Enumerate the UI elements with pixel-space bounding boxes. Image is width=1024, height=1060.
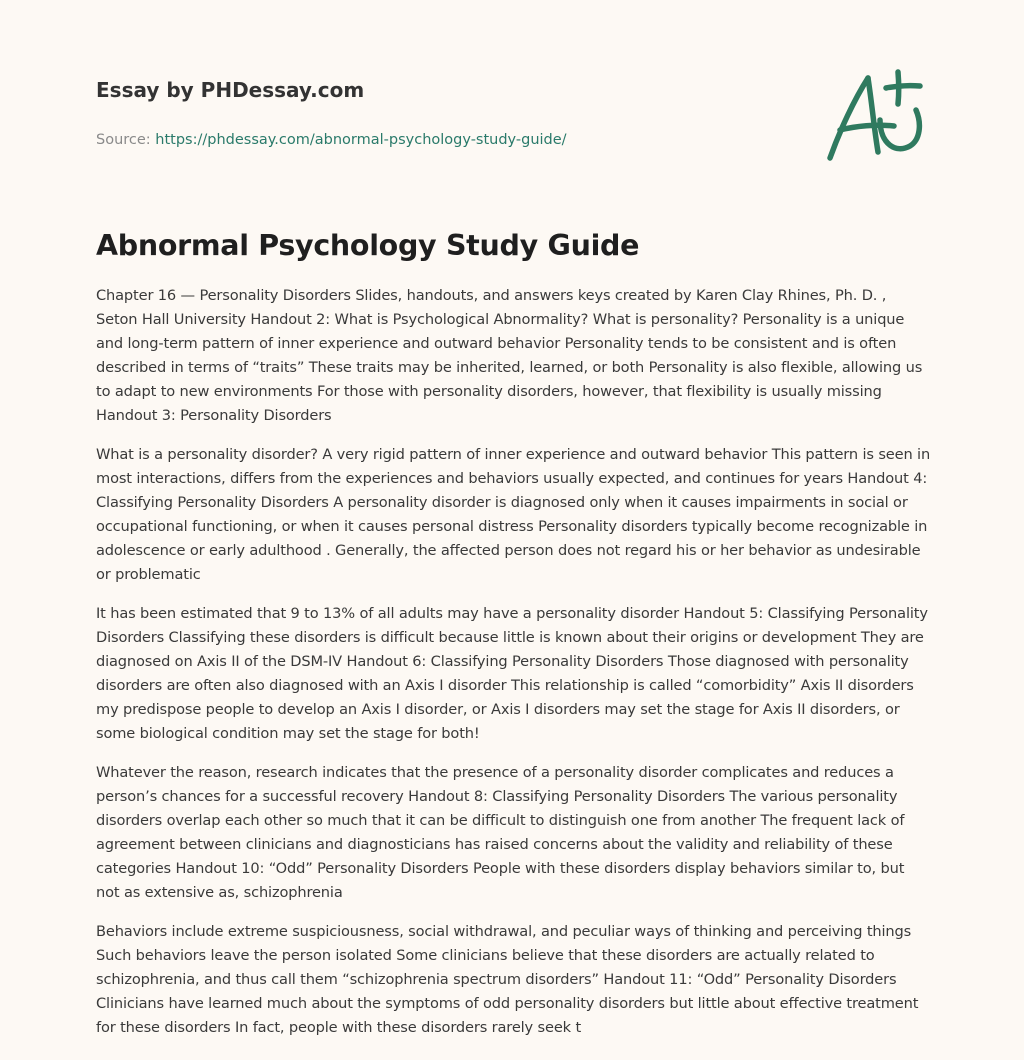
brand-title: Essay by PHDessay.com [96, 78, 365, 102]
article-paragraph: What is a personality disorder? A very rigid pattern of inner experience and outward behavior This pattern is seen in most interactions, differs from the experiences and behaviors usually expected, and continues for years Handout 4: Classifying Personality Disorders A personality disorder is diagnosed only when it causes impairments in social or occupational functioning, or when it causes personal distress Personality disorders typically become recognizable in adolescence or early adulthood . Generally, the affected person does not regard his or her behavior as undesirable or problematic [96, 446, 931, 583]
article-paragraph: Chapter 16 — Personality Disorders Slides, handouts, and answers keys created by Karen Clay Rhines, Ph. D. , Seton Hall University Handout 2: What is Psychological Abnormality? What is personality? Personality is a unique and long-term pattern of inner experience and outward behavior Personality tends to be consistent and is often described in terms of “traits” These traits may be inherited, learned, or both Personality is also flexible, allowing us to adapt to new environments For those with personality disorders, however, that flexibility is usually missing Handout 3: Personality Disorders [96, 287, 923, 424]
source-link[interactable]: https://phdessay.com/abnormal-psychology-study-guide/ [155, 132, 567, 148]
article-title: Abnormal Psychology Study Guide [96, 229, 640, 262]
article-paragraph: Whatever the reason, research indicates that the presence of a personality disorder complicates and reduces a person’s chances for a successful recovery Handout 8: Classifying Personality Disorders The various personality disorders overlap each other so much that it can be difficult to distinguish one from another The frequent lack of agreement between clinicians and diagnosticians has raised concerns about the validity and reliability of these categories Handout 10: “Odd” Personality Disorders People with these disorders display behaviors similar to, but not as extensive as, schizophrenia [96, 764, 905, 901]
source-line [96, 130, 796, 150]
article-paragraph: It has been estimated that 9 to 13% of all adults may have a personality disorder Handout 5: Classifying Personality Disorders Classifying these disorders is difficult because little is known about their origins or development They are diagnosed on Axis II of the DSM-IV Handout 6: Classifying Personality Disorders Those diagnosed with personality disorders are often also diagnosed with an Axis I disorder This relationship is called “comorbidity” Axis II disorders my predispose people to develop an Axis I disorder, or Axis I disorders may set the stage for Axis II disorders, or some biological condition may set the stage for both! [96, 605, 928, 742]
article-body [96, 284, 932, 1055]
article-paragraph: Behaviors include extreme suspiciousness, social withdrawal, and peculiar ways of thinking and perceiving things Such behaviors leave the person isolated Some clinicians believe that these disorders are actually related to schizophrenia, and thus call them “schizophrenia spectrum disorders” Handout 11: “Odd” Personality Disorders Clinicians have learned much about the symptoms of odd personality disorders but little about effective treatment for these disorders In fact, people with these disorders rarely seek t [96, 923, 919, 1036]
source-label: Source: [96, 132, 156, 148]
essay-header [96, 76, 796, 150]
a-plus-logo-icon [818, 64, 930, 164]
